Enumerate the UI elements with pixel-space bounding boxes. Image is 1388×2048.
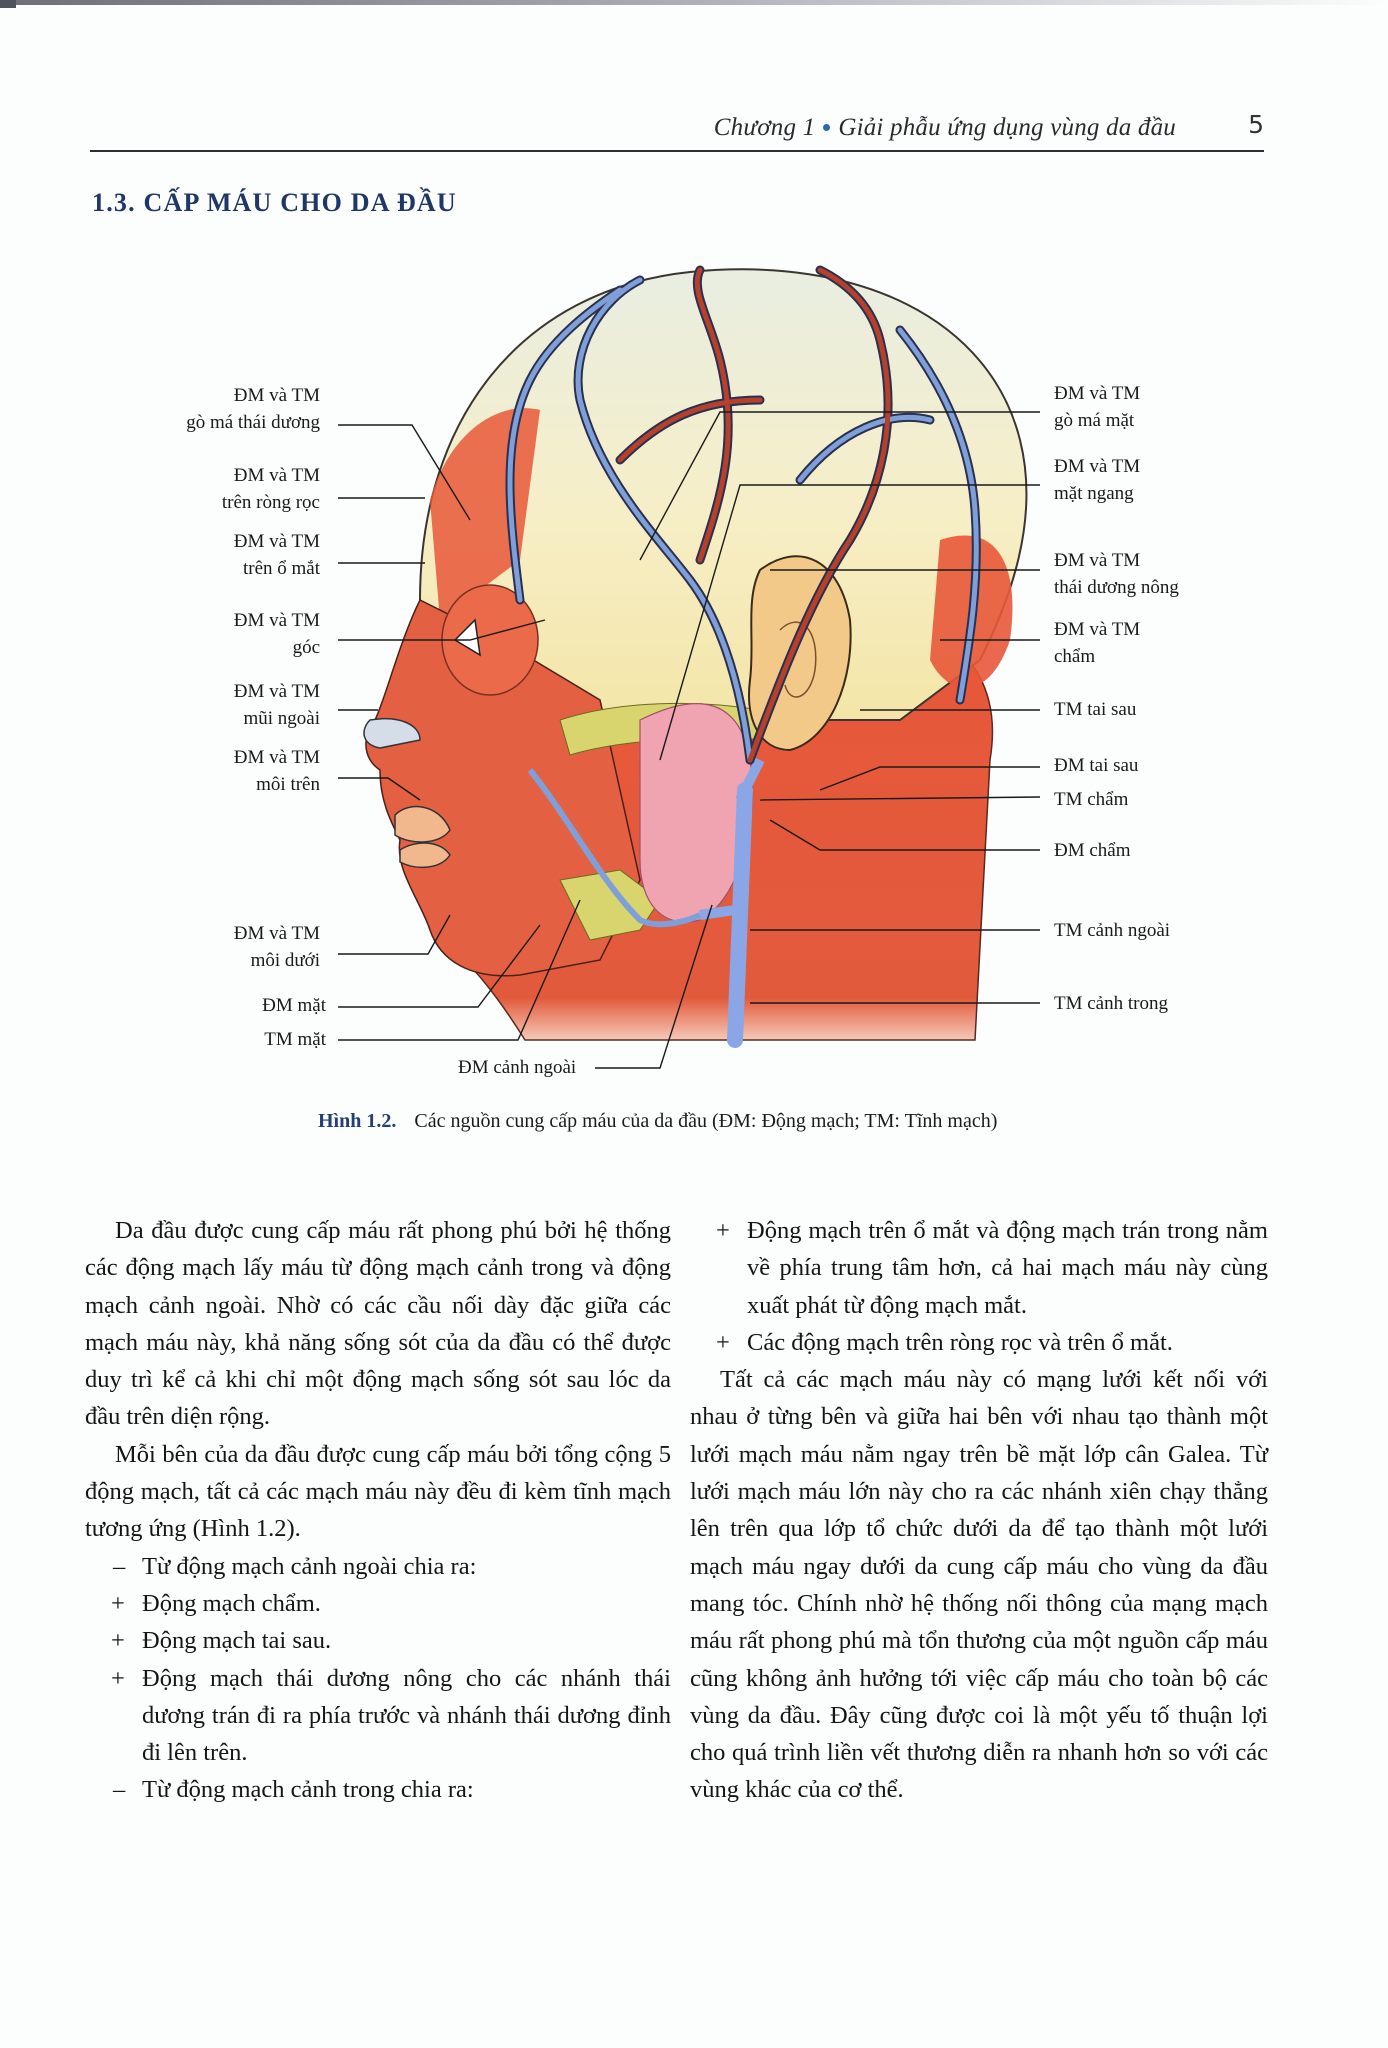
- label-transverse-facial: ĐM và TM mặt ngang: [1054, 456, 1141, 504]
- label-occipital-vein: TM chẩm: [1054, 789, 1129, 810]
- bullet-dot-icon: [823, 124, 830, 131]
- scan-edge: [0, 0, 1388, 5]
- label-external-carotid-artery: ĐM cảnh ngoài: [458, 1057, 577, 1078]
- body-right-column: [690, 1212, 1268, 1809]
- body-left-column: [85, 1212, 671, 1809]
- label-superior-labial: ĐM và TM môi trên: [233, 747, 320, 795]
- list-item: + Động mạch tai sau.: [111, 1627, 332, 1655]
- scan-corner: [0, 0, 16, 8]
- label-internal-jugular-vein: TM cảnh trong: [1054, 993, 1168, 1014]
- section-title: CẤP MÁU CHO DA ĐẦU: [143, 188, 457, 217]
- page-number: 5: [1248, 110, 1264, 139]
- list-item: – Từ động mạch cảnh ngoài chia ra:: [113, 1552, 477, 1580]
- label-inferior-labial: ĐM và TM môi dưới: [233, 923, 320, 971]
- label-superficial-temporal: ĐM và TM thái dương nông: [1054, 550, 1179, 598]
- label-zygomaticotemporal: ĐM và TM gò má thái dương: [186, 385, 320, 433]
- label-external-nasal: ĐM và TM mũi ngoài: [233, 681, 320, 729]
- section-heading: [92, 188, 457, 218]
- label-angular: ĐM và TM góc: [233, 610, 320, 658]
- head-blood-supply-illustration: [0, 250, 1388, 1090]
- label-zygomaticofacial: ĐM và TM gò má mặt: [1054, 383, 1141, 431]
- list-item: – Từ động mạch cảnh trong chia ra:: [113, 1776, 474, 1804]
- label-facial-artery: ĐM mặt: [262, 995, 326, 1016]
- label-posterior-auricular-vein: TM tai sau: [1054, 699, 1137, 720]
- chapter-number: Chương 1: [713, 114, 816, 141]
- list-item: + Động mạch trên ổ mắt và động mạch trán trong nằm về phía trung tâm hơn, cả hai mạch máu này cùng xuất phát từ động mạch mắt.: [716, 1217, 1268, 1319]
- section-number: 1.3.: [92, 188, 136, 217]
- label-external-jugular-vein: TM cảnh ngoài: [1054, 920, 1171, 941]
- chapter-title: [714, 114, 1176, 142]
- label-occipital-artery: ĐM chẩm: [1054, 840, 1131, 861]
- running-header: [90, 108, 1264, 152]
- figure-number: Hình 1.2.: [318, 1110, 397, 1132]
- chapter-name: Giải phẫu ứng dụng vùng da đầu: [838, 114, 1176, 141]
- paragraph: Mỗi bên của da đầu được cung cấp máu bởi tổng cộng 5 động mạch, tất cả các mạch máu này đều đi kèm tĩnh mạch tương ứng (Hình 1.2).: [85, 1440, 671, 1543]
- label-posterior-auricular-artery: ĐM tai sau: [1054, 755, 1139, 776]
- label-facial-vein: TM mặt: [264, 1029, 326, 1050]
- figure-caption: [318, 1110, 997, 1133]
- paragraph: Da đầu được cung cấp máu rất phong phú bởi hệ thống các động mạch lấy máu từ động mạch cảnh trong và động mạch cảnh ngoài. Nhờ có các cầu nối dày đặc giữa các mạch máu này, khả năng sống sót của da đầu có thể được duy trì kể cả khi chỉ một động mạch sống sót sau lóc da đầu trên diện rộng.: [85, 1217, 671, 1431]
- list-item: + Động mạch chẩm.: [111, 1589, 321, 1617]
- anatomy-figure: [0, 250, 1388, 1090]
- label-occipital-pair: ĐM và TM chẩm: [1054, 619, 1141, 667]
- label-supratrochlear: ĐM và TM trên ròng rọc: [221, 465, 320, 513]
- paragraph: Tất cả các mạch máu này có mạng lưới kết nối với nhau ở từng bên và giữa hai bên với nhau tạo thành một lưới mạch máu nằm ngay trên bề mặt lớp cân Galea. Từ lưới mạch máu lớn này cho ra các nhánh xiên chạy thẳng lên trên qua lớp tổ chức dưới da để tạo thành một lưới mạch máu ngay dưới da cung cấp máu cho vùng da đầu mang tóc. Chính nhờ hệ thống nối thông của mạng mạch máu rất phong phú mà tổn thương của một nguồn cấp máu cũng không ảnh hưởng tới việc cấp máu cho toàn bộ các vùng da đầu. Đây cũng được coi là một yếu tố thuận lợi cho quá trình liền vết thương diễn ra nhanh hơn so với các vùng khác của cơ thể.: [690, 1366, 1268, 1804]
- list-item: + Động mạch thái dương nông cho các nhánh thái dương trán đi ra phía trước và nhánh thái dương đỉnh đi lên trên.: [111, 1664, 671, 1767]
- label-supraorbital: ĐM và TM trên ổ mắt: [233, 531, 320, 579]
- list-item: + Các động mạch trên ròng rọc và trên ổ mắt.: [716, 1328, 1173, 1356]
- caption-text: Các nguồn cung cấp máu của da đầu (ĐM: Động mạch; TM: Tĩnh mạch): [414, 1110, 998, 1132]
